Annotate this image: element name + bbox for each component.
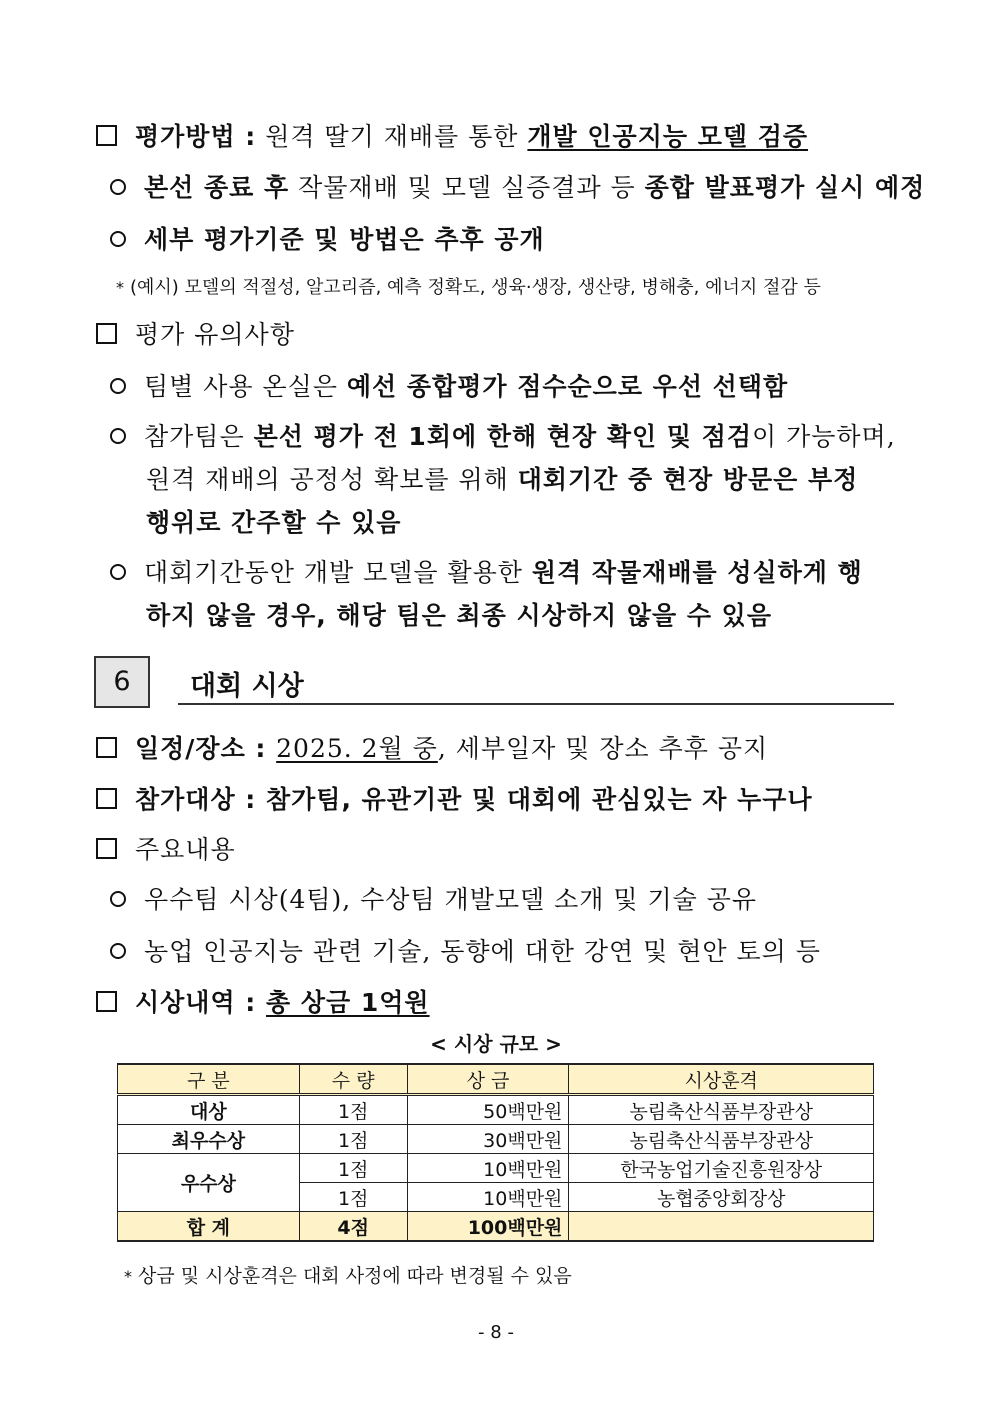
eval-note: * (예시) 모델의 적절성, 알고리즘, 예측 정확도, 생육·생장, 생산량, 병해충, 에너지 절감 등 <box>116 277 821 298</box>
circle-bullet-icon <box>110 891 126 907</box>
row-quantity: 1점 <box>299 1125 407 1154</box>
circle-bullet-icon <box>110 378 126 394</box>
row-amount: 30백만원 <box>407 1125 569 1154</box>
eval-method-line: 평가방법 : 원격 딸기 재배를 통한 개발 인공지능 모델 검증 <box>96 117 808 153</box>
prize-line: 시상내역 : 총 상금 1억원 <box>96 983 430 1019</box>
header-amount: 상 금 <box>407 1064 569 1095</box>
caution-bullet-3-line-2: 하지 않을 경우, 해당 팀은 최종 시상하지 않을 수 있음 <box>146 601 772 630</box>
section-number-box: 6 <box>94 656 150 708</box>
content-heading: 주요내용 <box>96 830 236 866</box>
checkbox-square-icon <box>96 991 117 1012</box>
total-amount: 100백만원 <box>407 1212 569 1242</box>
checkbox-square-icon <box>96 838 117 859</box>
circle-bullet-icon <box>110 231 126 247</box>
eval-bullet-2: 세부 평가기준 및 방법은 추후 공개 <box>110 220 545 256</box>
target-line: 참가대상 : 참가팀, 유관기관 및 대회에 관심있는 자 누구나 <box>96 780 813 816</box>
section-divider <box>178 703 894 705</box>
caution-bullet-2-line-3: 행위로 간주할 수 있음 <box>146 508 402 537</box>
table-header-row <box>118 1064 874 1095</box>
row-award: 한국농업기술진흥원장상 <box>569 1154 874 1183</box>
circle-bullet-icon <box>110 943 126 959</box>
table-row <box>118 1125 874 1154</box>
table-row <box>118 1095 874 1125</box>
awards-table <box>117 1063 874 1242</box>
total-award <box>569 1212 874 1242</box>
checkbox-square-icon <box>96 323 117 344</box>
checkbox-square-icon <box>96 737 117 758</box>
content-bullet-1: 우수팀 시상(4팀), 수상팀 개발모델 소개 및 기술 공유 <box>110 880 757 916</box>
row-amount: 50백만원 <box>407 1095 569 1125</box>
row-category: 우수상 <box>118 1154 300 1212</box>
checkbox-square-icon <box>96 125 117 146</box>
content-bullet-2: 농업 인공지능 관련 기술, 동향에 대한 강연 및 현안 토의 등 <box>110 932 821 968</box>
total-label: 합 계 <box>118 1212 300 1242</box>
asterisk-icon: * <box>124 1267 132 1286</box>
table-footnote: * 상금 및 시상훈격은 대회 사정에 따라 변경될 수 있음 <box>124 1265 572 1287</box>
circle-bullet-icon <box>110 564 126 580</box>
row-amount: 10백만원 <box>407 1183 569 1212</box>
circle-bullet-icon <box>110 179 126 195</box>
caution-bullet-1: 팀별 사용 온실은 예선 종합평가 점수순으로 우선 선택함 <box>110 367 788 403</box>
row-category: 대상 <box>118 1095 300 1125</box>
header-award: 시상훈격 <box>569 1064 874 1095</box>
caution-bullet-3: 대회기간동안 개발 모델을 활용한 원격 작물재배를 성실하게 행 <box>110 553 863 589</box>
table-caption: < 시상 규모 > <box>430 1032 562 1056</box>
header-quantity: 수 량 <box>299 1064 407 1095</box>
row-amount: 10백만원 <box>407 1154 569 1183</box>
eval-bullet-1: 본선 종료 후 작물재배 및 모델 실증결과 등 종합 발표평가 실시 예정 <box>110 168 925 204</box>
row-quantity: 1점 <box>299 1095 407 1125</box>
row-quantity: 1점 <box>299 1183 407 1212</box>
caution-heading: 평가 유의사항 <box>96 315 295 351</box>
asterisk-icon: * <box>116 278 124 297</box>
row-award: 농림축산식품부장관상 <box>569 1095 874 1125</box>
row-quantity: 1점 <box>299 1154 407 1183</box>
header-category: 구 분 <box>118 1064 300 1095</box>
page-number: - 8 - <box>478 1322 514 1343</box>
circle-bullet-icon <box>110 428 126 444</box>
caution-bullet-2-line-2: 원격 재배의 공정성 확보를 위해 대회기간 중 현장 방문은 부정 <box>146 465 859 494</box>
caution-bullet-2: 참가팀은 본선 평가 전 1회에 한해 현장 확인 및 점검이 가능하며, <box>110 417 896 453</box>
section-title: 대회 시상 <box>190 671 304 702</box>
checkbox-square-icon <box>96 788 117 809</box>
schedule-line: 일정/장소 : 2025. 2월 중, 세부일자 및 장소 추후 공지 <box>96 729 768 765</box>
total-quantity: 4점 <box>299 1212 407 1242</box>
table-total-row <box>118 1212 874 1242</box>
table-row <box>118 1154 874 1183</box>
row-award: 농림축산식품부장관상 <box>569 1125 874 1154</box>
row-category: 최우수상 <box>118 1125 300 1154</box>
row-award: 농협중앙회장상 <box>569 1183 874 1212</box>
